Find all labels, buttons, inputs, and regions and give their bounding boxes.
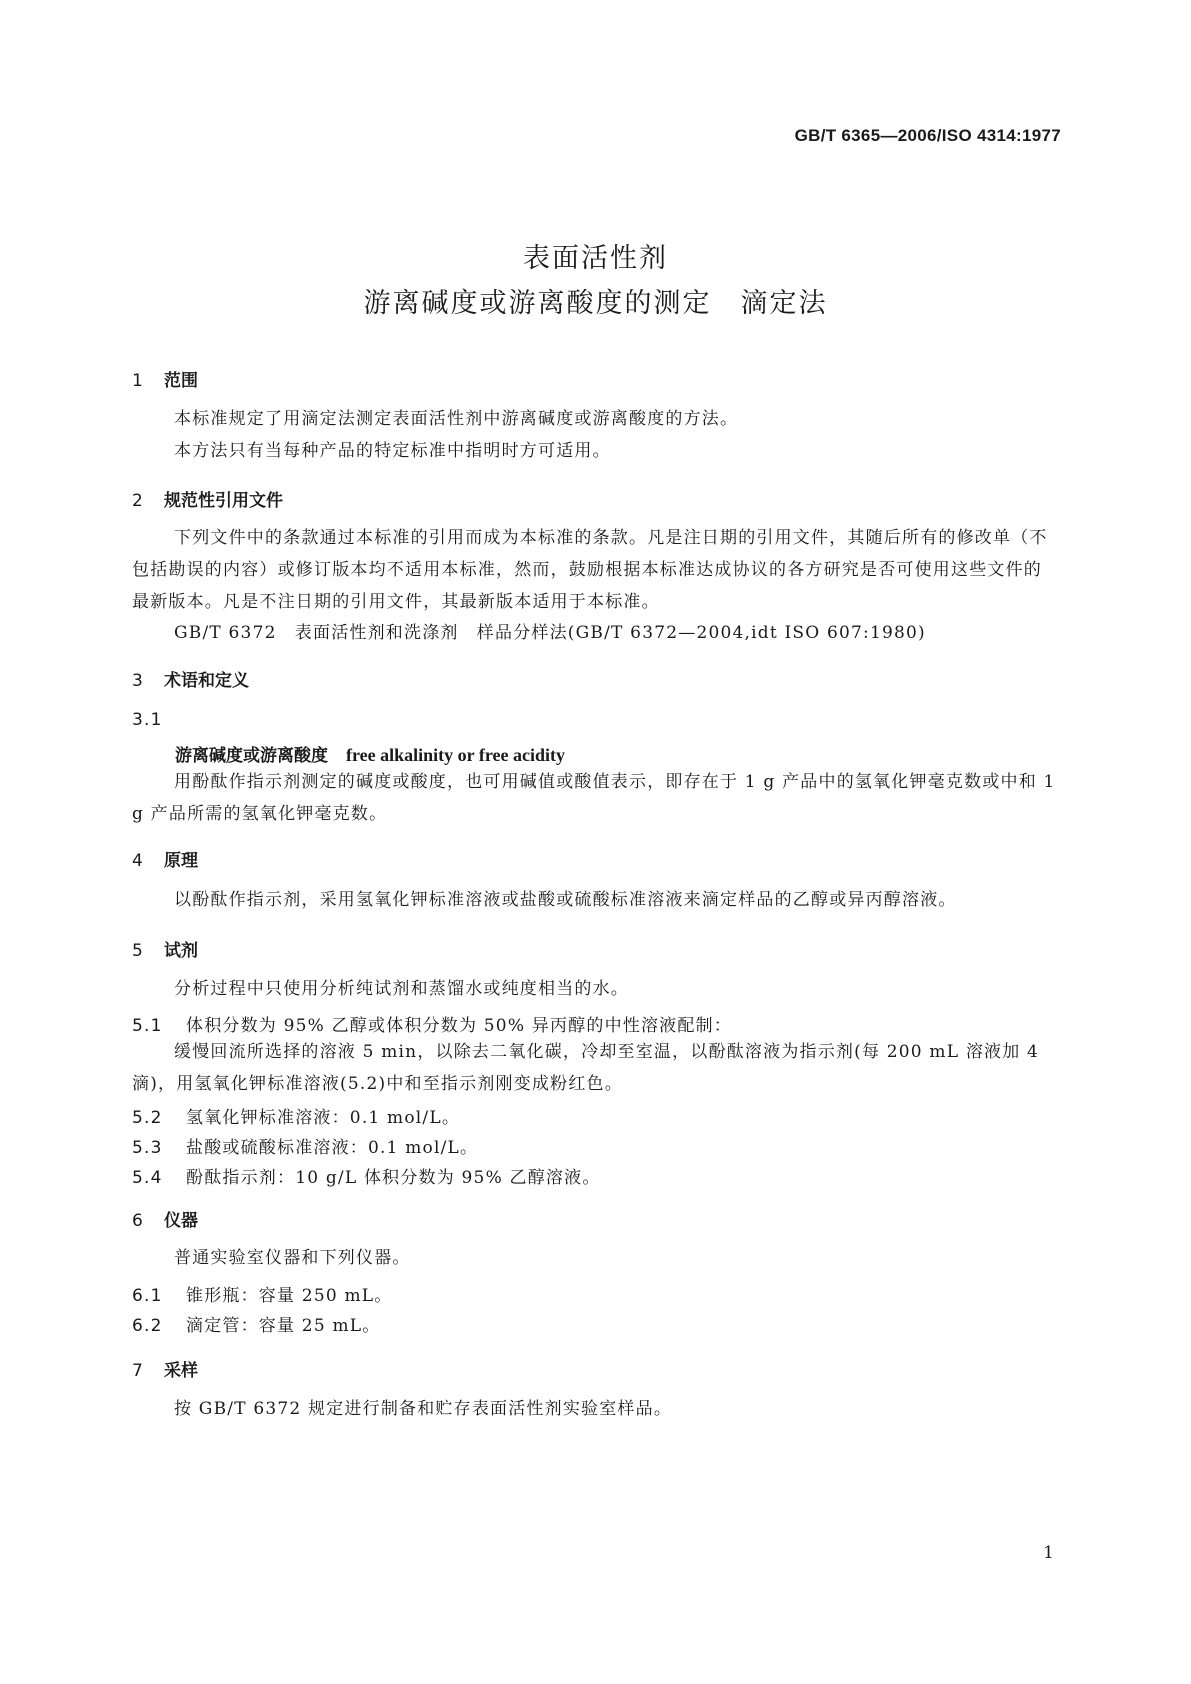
section-title: 试剂 [164, 941, 198, 961]
section-title: 仪器 [164, 1211, 198, 1231]
clause-5-1 [132, 1011, 732, 1036]
clause-5-4 [132, 1163, 601, 1188]
page-number: 1 [1043, 1543, 1054, 1563]
section-number: 3 [132, 671, 143, 691]
section-7-heading [132, 1356, 198, 1381]
clause-number: 5.4 [132, 1168, 163, 1188]
term-english: free alkalinity or free acidity [346, 745, 565, 765]
clause-text: 酚酞指示剂：10 g/L 体积分数为 95% 乙醇溶液。 [186, 1168, 601, 1188]
clause-text: 盐酸或硫酸标准溶液：0.1 mol/L。 [186, 1138, 479, 1158]
section-2-heading [132, 486, 283, 511]
clause-text: 锥形瓶：容量 250 mL。 [186, 1286, 393, 1306]
section-1-heading [132, 366, 198, 391]
section-title: 规范性引用文件 [164, 491, 283, 511]
section-2-reference: GB/T 6372 表面活性剂和洗涤剂 样品分样法(GB/T 6372—2004,idt ISO 607:1980) [174, 623, 926, 643]
section-title: 范围 [164, 371, 198, 391]
clause-6-1 [132, 1281, 392, 1306]
term-definition: 用酚酞作指示剂测定的碱度或酸度，也可用碱值或酸值表示，即存在于 1 g 产品中的氢氧化钾毫克数或中和 1 g 产品所需的氢氧化钾毫克数。 [132, 772, 1056, 824]
title-line-1: 表面活性剂 [523, 243, 668, 274]
clause-text: 体积分数为 95% 乙醇或体积分数为 50% 异丙醇的中性溶液配制： [186, 1016, 732, 1036]
section-number: 2 [132, 491, 143, 511]
clause-6-2 [132, 1311, 380, 1336]
section-number: 4 [132, 851, 143, 871]
term-entry [175, 741, 565, 766]
section-number: 6 [132, 1211, 143, 1231]
clause-number: 5.3 [132, 1138, 163, 1158]
section-4-paragraph-1: 以酚酞作指示剂，采用氢氧化钾标准溶液或盐酸或硫酸标准溶液来滴定样品的乙醇或异丙醇溶液。 [174, 890, 957, 910]
section-1-paragraph-2: 本方法只有当每种产品的特定标准中指明时方可适用。 [174, 441, 611, 461]
section-7-paragraph-1: 按 GB/T 6372 规定进行制备和贮存表面活性剂实验室样品。 [174, 1399, 673, 1419]
section-number: 7 [132, 1361, 143, 1381]
section-6-paragraph-1: 普通实验室仪器和下列仪器。 [174, 1248, 411, 1268]
section-6-heading [132, 1206, 198, 1231]
standard-code: GB/T 6365—2006/ISO 4314:1977 [794, 126, 1061, 145]
clause-5-2 [132, 1103, 460, 1128]
clause-number: 5.2 [132, 1108, 163, 1128]
section-title: 采样 [164, 1361, 198, 1381]
section-4-heading [132, 846, 198, 871]
term-chinese: 游离碱度或游离酸度 [175, 746, 328, 766]
section-3-heading [132, 666, 249, 691]
section-number: 5 [132, 941, 143, 961]
section-5-heading [132, 936, 198, 961]
clause-5-1-detail: 缓慢回流所选择的溶液 5 min，以除去二氧化碳，冷却至室温，以酚酞溶液为指示剂(每 200 mL 溶液加 4 滴)，用氢氧化钾标准溶液(5.2)中和至指示剂刚变成粉红色。 [132, 1042, 1040, 1094]
section-1-paragraph-1: 本标准规定了用滴定法测定表面活性剂中游离碱度或游离酸度的方法。 [174, 409, 739, 429]
clause-number: 6.2 [132, 1316, 163, 1336]
clause-text: 氢氧化钾标准溶液：0.1 mol/L。 [186, 1108, 461, 1128]
clause-number: 5.1 [132, 1016, 163, 1036]
clause-number: 3.1 [132, 710, 163, 730]
section-5-paragraph-1: 分析过程中只使用分析纯试剂和蒸馏水或纯度相当的水。 [174, 979, 629, 999]
section-number: 1 [132, 371, 143, 391]
section-title: 术语和定义 [164, 671, 249, 691]
clause-number: 6.1 [132, 1286, 163, 1306]
clause-3-1-number [132, 710, 186, 730]
section-2-paragraph-1: 下列文件中的条款通过本标准的引用而成为本标准的条款。凡是注日期的引用文件，其随后所有的修改单（不包括勘误的内容）或修订版本均不适用本标准，然而，鼓励根据本标准达成协议的各方研究是否可使用这些文件的最新版本。凡是不注日期的引用文件，其最新版本适用于本标准。 [132, 528, 1048, 612]
clause-text: 滴定管：容量 25 mL。 [186, 1316, 381, 1336]
clause-5-3 [132, 1133, 478, 1158]
title-line-2: 游离碱度或游离酸度的测定 滴定法 [363, 288, 828, 319]
section-title: 原理 [164, 851, 198, 871]
